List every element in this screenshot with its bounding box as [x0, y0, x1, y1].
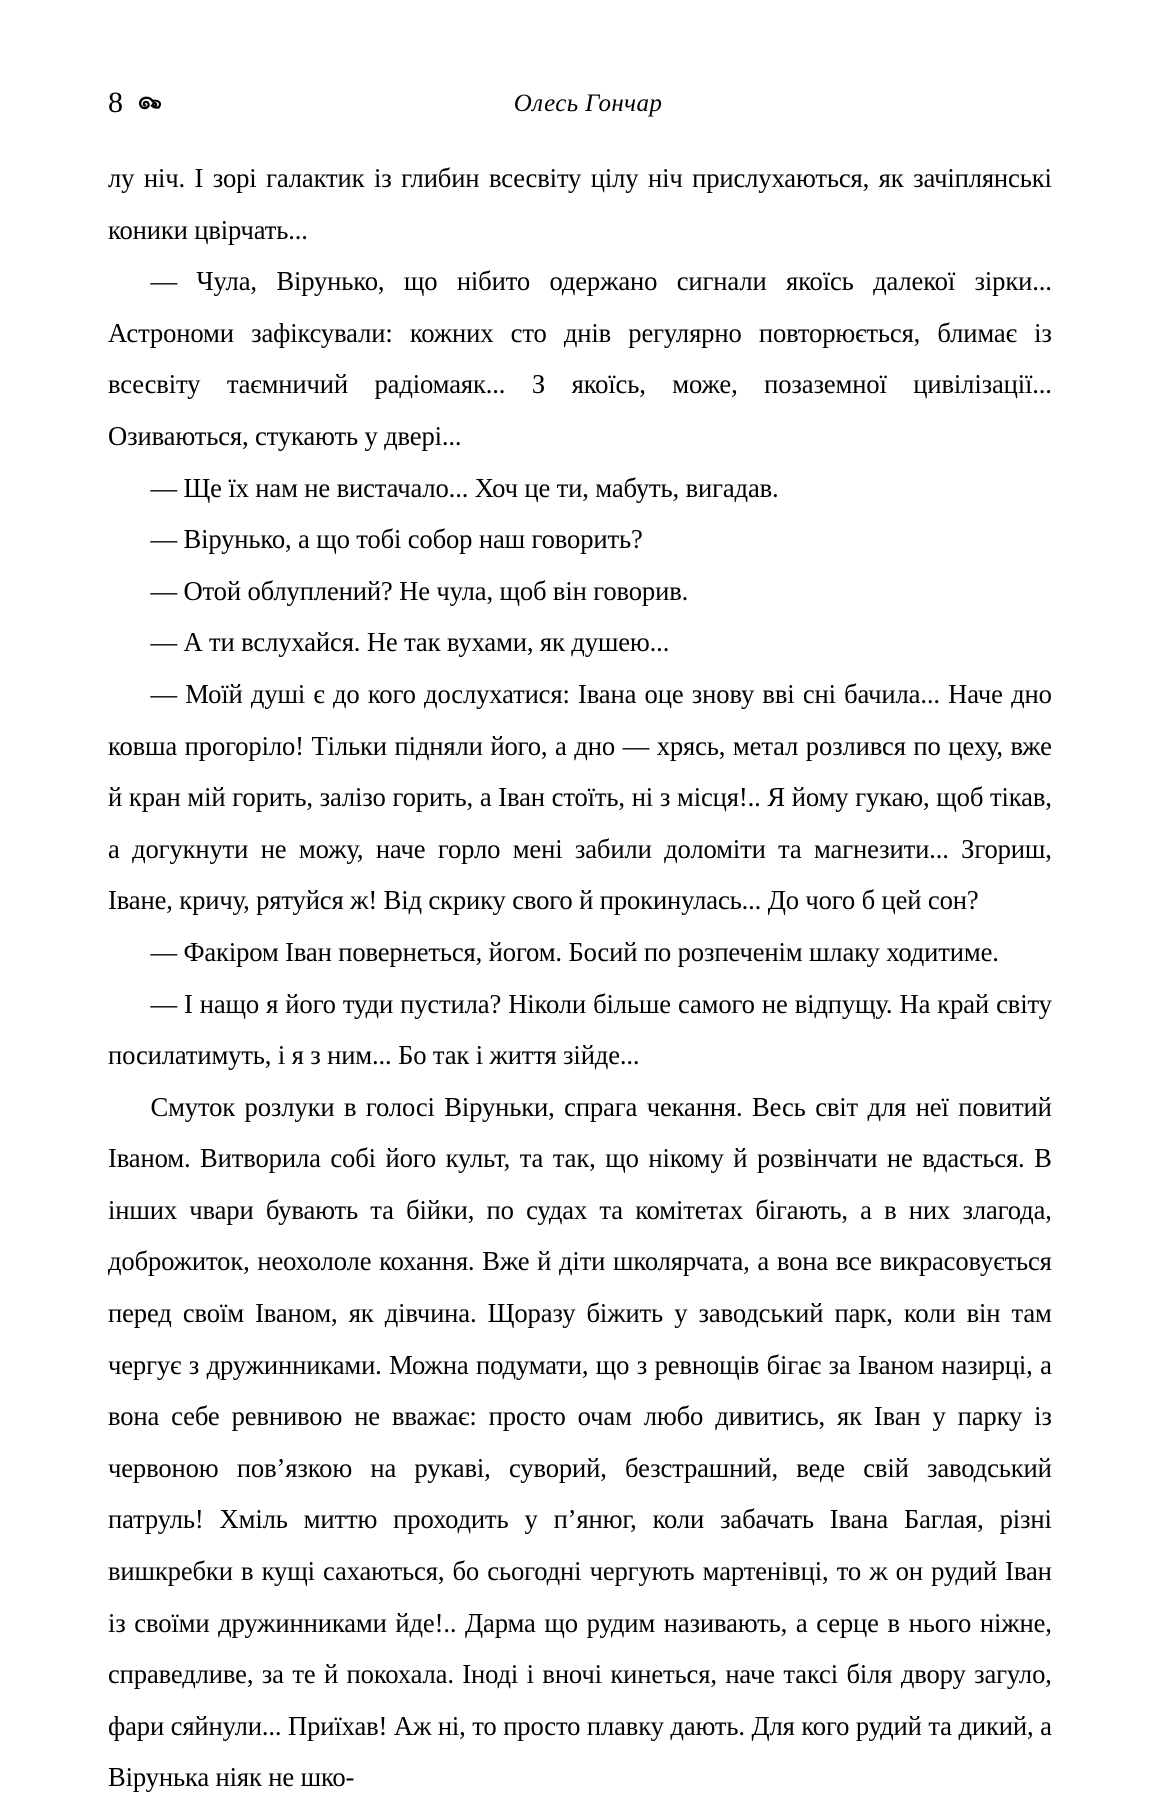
paragraph: — Чула, Вірунько, що нібито одержано сигнали якоїсь далекої зірки... Астрономи зафіксували: кожних сто днів регулярно повторюється, блимає із всесвіту таємничий радіомаяк... З якоїсь, може, позаземної цивілізації... Озиваються, стукають у двері...	[108, 265, 1052, 451]
paragraph: — Вірунько, а що тобі собор наш говорить?	[150, 523, 643, 555]
paragraph: — І нащо я його туди пустила? Ніколи більше самого не відпущу. На край світу посилатимуть, і я з ним... Бо так і життя зійде...	[108, 987, 1052, 1071]
paragraph: — А ти вслухайся. Не так вухами, як душею...	[150, 626, 670, 658]
page-number: 8	[108, 86, 124, 119]
paragraph: — Ще їх нам не вистачало... Хоч це ти, мабуть, вигадав.	[150, 471, 779, 503]
paragraph: Смуток розлуки в голосі Віруньки, спрага чекання. Весь світ для неї повитий Іваном. Витворила собі його культ, та так, що нікому й розвінчати не вдасться. В інших чвари бувають та бійки, по судах та комітетах бігають, а в них злагода, доброжиток, неохололе кохання. Вже й діти школярчата, а вона все викрасовується перед своїм Іваном, як дівчина. Щоразу біжить у заводський парк, коли він там чергує з дружинниками. Можна подумати, що з ревнощів бігає за Іваном назирці, а вона себе ревнивою не вважає: просто очам любо дивитись, як Іван у парку із червоною пов’язкою на рукаві, суворий, безстрашний, веде свій заводський патруль! Хміль миттю проходить у п’янюг, коли забачать Івана Баглая, різні вишкребки в кущі сахаються, бо сьогодні чергують мартенівці, то ж он рудий Іван із своїми дружинниками йде!.. Дарма що рудим називають, а серце в нього ніжне, справедливе, за те й покохала. Іноді і вночі кинеться, наче таксі біля двору загуло, фари сяйнули... Приїхав! Аж ні, то просто плавку дають. Для кого рудий та дикий, а Вірунька ніяк не шко-	[108, 1090, 1052, 1793]
running-head	[108, 88, 1050, 128]
body-text-block	[108, 152, 1052, 1803]
paragraph: — Отой облуплений? Не чула, щоб він говорив.	[150, 574, 689, 606]
paragraph: лу ніч. І зорі галактик із глибин всесвіту цілу ніч прислухаються, як зачіплянські коники цвірчать...	[108, 162, 1052, 245]
paragraph: — Факіром Іван повернеться, йогом. Босий по розпеченім шлаку ходитиме.	[150, 935, 999, 967]
running-head-title: Олесь Гончар	[513, 90, 663, 117]
paragraph: — Моїй душі є до кого дослухатися: Івана оце знову вві сні бачила... Наче дно ковша прогоріло! Тільки підняли його, а дно — хрясь, метал розлився по цеху, вже й кран мій горить, залізо горить, а Іван стоїть, ні з місця!.. Я йому гукаю, щоб тікав, а догукнути не можу, наче горло мені забили доломіти та магнезити... Згориш, Іване, кричу, рятуйся ж! Від скрику свого й прокинулась... До чого б цей сон?	[108, 677, 1052, 916]
